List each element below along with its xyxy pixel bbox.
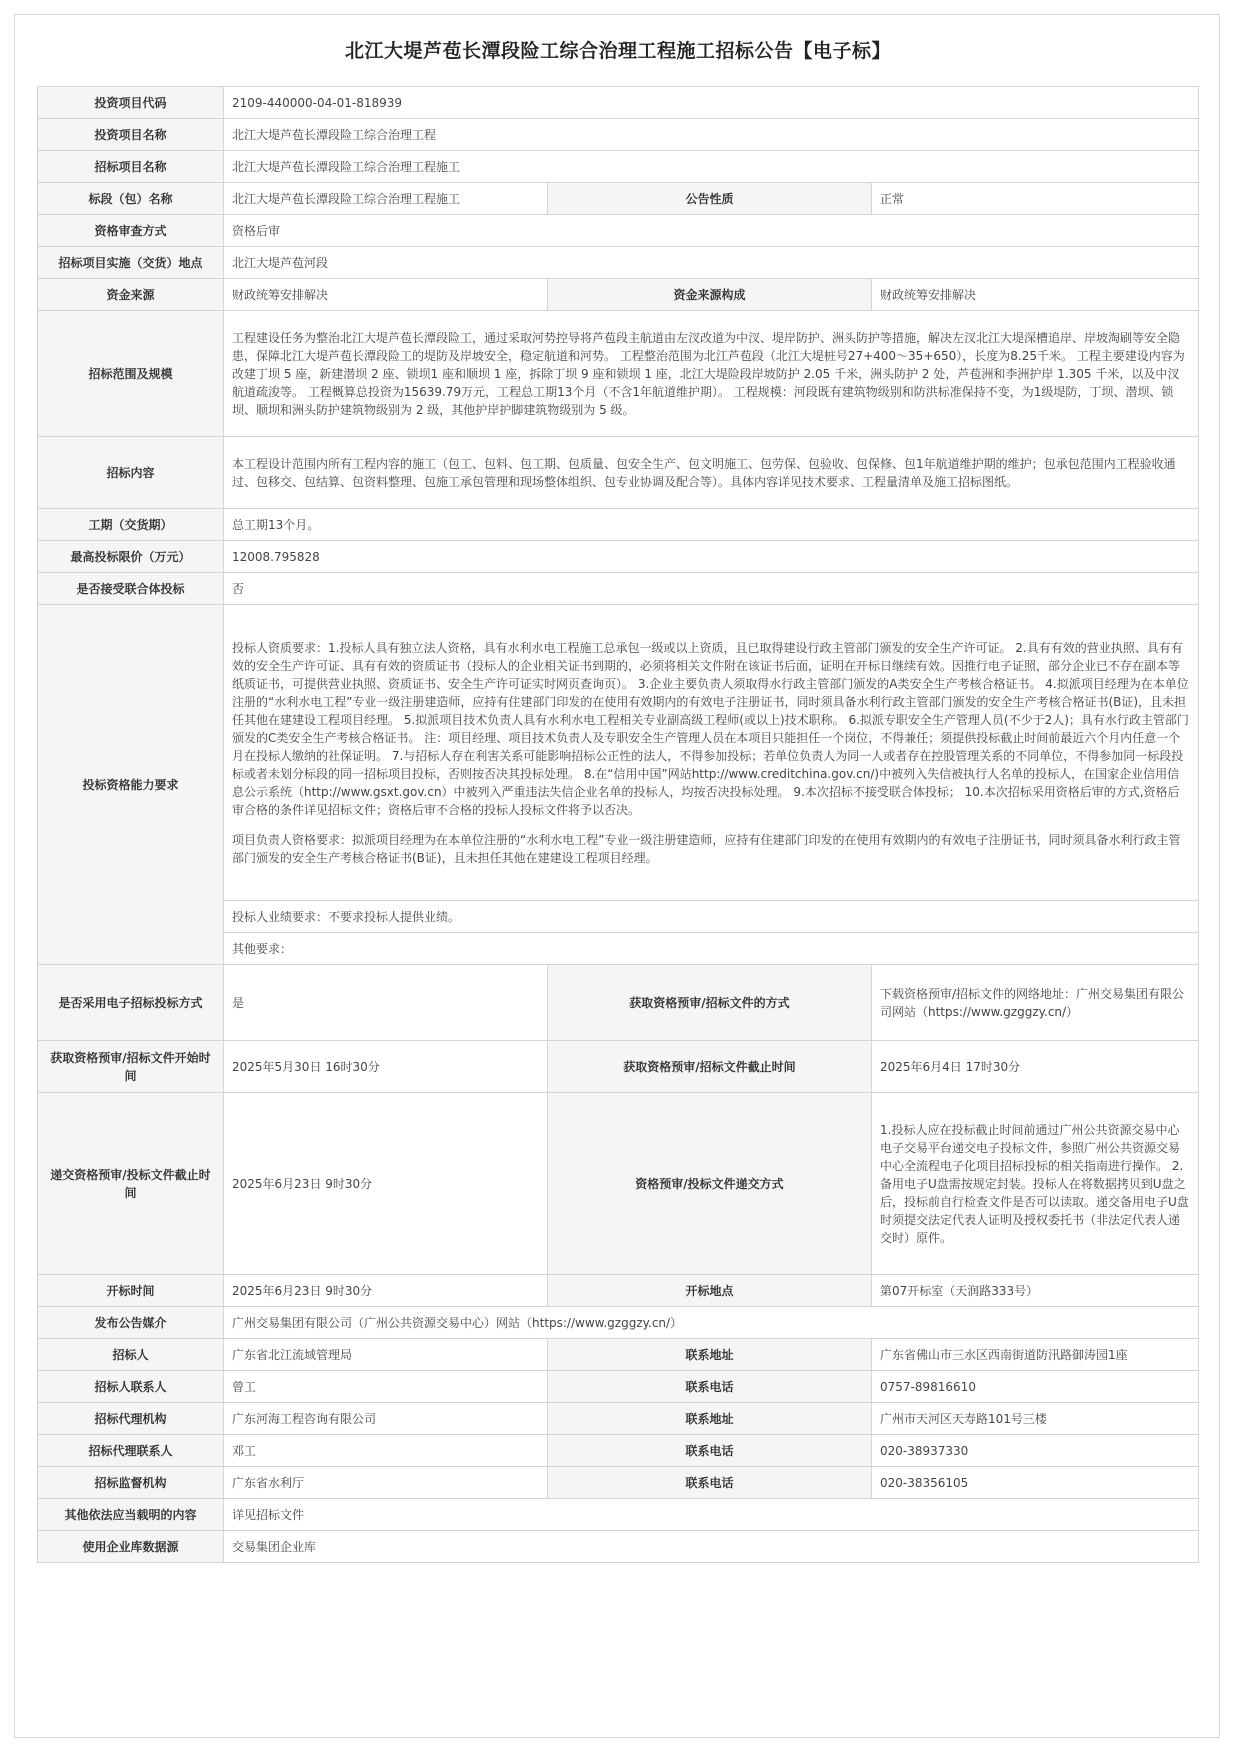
field-label: 投资项目名称 — [38, 119, 224, 151]
field-label: 获取资格预审/招标文件截止时间 — [548, 1041, 872, 1093]
field-value: 2109-440000-04-01-818939 — [224, 87, 1199, 119]
table-row — [38, 279, 1199, 311]
field-value: 工程建设任务为整治北江大堤芦苞长潭段险工，通过采取河势控导将芦苞段主航道由左汊改道为中汊、堤岸防护、洲头防护等措施，解决左汊北江大堤深槽追岸、岸坡淘刷等安全隐患，保障北江大堤芦苞长潭段险工的堤防及岸坡安全，稳定航道和河势。 工程整治范围为北江芦苞段（北江大堤桩号27+400～35+650），长度为8.25千米。 工程主要建设内容为改建丁坝 5 座，新建潜坝 2 座、锁坝1 座和顺坝 1 座，拆除丁坝 9 座和锁坝 1 座，北江大堤险段岸坡防护 2.05 千米，洲头防护 2 处，芦苞洲和李洲护岸 1.305 千米，以及中汊航道疏浚等。 工程概算总投资为15639.79万元，工程总工期13个月（不含1年航道维护期）。 工程规模：河段既有建筑物级别和防洪标准保持不变，为1级堤防，丁坝、潜坝、锁坝、顺坝和洲头防护建筑物级别为 2 级，其他护岸护脚建筑物级别为 5 级。 — [224, 311, 1199, 437]
table-row — [38, 541, 1199, 573]
field-label: 是否采用电子招标投标方式 — [38, 965, 224, 1041]
field-label: 标段（包）名称 — [38, 183, 224, 215]
field-label: 资金来源 — [38, 279, 224, 311]
table-row — [38, 1499, 1199, 1531]
field-label: 招标监督机构 — [38, 1467, 224, 1499]
field-label: 联系地址 — [548, 1403, 872, 1435]
field-label: 获取资格预审/招标文件开始时间 — [38, 1041, 224, 1093]
field-value: 2025年6月4日 17时30分 — [872, 1041, 1199, 1093]
field-label: 投标资格能力要求 — [38, 605, 224, 965]
table-row — [38, 509, 1199, 541]
field-label: 招标代理机构 — [38, 1403, 224, 1435]
field-value: 资格后审 — [224, 215, 1199, 247]
field-label: 招标项目实施（交货）地点 — [38, 247, 224, 279]
field-label: 招标人 — [38, 1339, 224, 1371]
table-row — [38, 1467, 1199, 1499]
field-value: 财政统筹安排解决 — [224, 279, 548, 311]
field-value: 广东省水利厅 — [224, 1467, 548, 1499]
field-label: 工期（交货期） — [38, 509, 224, 541]
table-row — [38, 965, 1199, 1041]
field-value: 否 — [224, 573, 1199, 605]
field-label: 联系电话 — [548, 1435, 872, 1467]
field-value: 广州市天河区天寿路101号三楼 — [872, 1403, 1199, 1435]
table-row — [38, 1435, 1199, 1467]
table-row — [38, 183, 1199, 215]
other-requirements: 其他要求： — [224, 933, 1199, 965]
field-value: 12008.795828 — [224, 541, 1199, 573]
field-label: 获取资格预审/招标文件的方式 — [548, 965, 872, 1041]
field-value: 2025年6月23日 9时30分 — [224, 1093, 548, 1275]
field-value: 下载资格预审/招标文件的网络地址：广州交易集团有限公司网站（https://www.gzggzy.cn/） — [872, 965, 1199, 1041]
field-value: 广东省北江流域管理局 — [224, 1339, 548, 1371]
table-row — [38, 573, 1199, 605]
field-label: 招标内容 — [38, 437, 224, 509]
field-value: 020-38356105 — [872, 1467, 1199, 1499]
field-label: 其他依法应当载明的内容 — [38, 1499, 224, 1531]
table-row — [38, 1371, 1199, 1403]
field-label: 最高投标限价（万元） — [38, 541, 224, 573]
field-value: 本工程设计范围内所有工程内容的施工（包工、包料、包工期、包质量、包安全生产、包文明施工、包劳保、包验收、包保修、包1年航道维护期的维护；包承包范围内工程验收通过、包移交、包结算、包资料整理、包施工承包管理和现场整体组织、包专业协调及配合等）。具体内容详见技术要求、工程量清单及施工招标图纸。 — [224, 437, 1199, 509]
project-manager-requirements: 项目负责人资格要求：拟派项目经理为在本单位注册的“水利水电工程”专业一级注册建造师，应持有住建部门印发的在使用有效期内的有效电子注册证书，同时须具备水利行政主管部门颁发的安全生产考核合格证书(B证)，且未担任其他在建建设工程项目经理。 — [232, 832, 1181, 865]
table-row — [38, 87, 1199, 119]
field-value: 广州交易集团有限公司（广州公共资源交易中心）网站（https://www.gzggzy.cn/） — [224, 1307, 1199, 1339]
table-row — [38, 1307, 1199, 1339]
field-label: 招标项目名称 — [38, 151, 224, 183]
field-label: 发布公告媒介 — [38, 1307, 224, 1339]
field-value: 北江大堤芦苞长潭段险工综合治理工程 — [224, 119, 1199, 151]
field-value: 财政统筹安排解决 — [872, 279, 1199, 311]
field-value: 交易集团企业库 — [224, 1531, 1199, 1563]
field-value: 1.投标人应在投标截止时间前通过广州公共资源交易中心电子交易平台递交电子投标文件，参照广州公共资源交易中心全流程电子化项目招标投标的相关指南进行操作。 2.备用电子U盘需按规定封装。投标人在将数据拷贝到U盘之后，投标前自行检查文件是否可以读取。递交备用电子U盘时须提交法定代表人证明及授权委托书（非法定代表人递交时）原件。 — [872, 1093, 1199, 1275]
field-value — [224, 605, 1199, 901]
field-value: 是 — [224, 965, 548, 1041]
field-label: 招标代理联系人 — [38, 1435, 224, 1467]
field-value: 邓工 — [224, 1435, 548, 1467]
table-row — [38, 119, 1199, 151]
field-label: 联系地址 — [548, 1339, 872, 1371]
announcement-table — [37, 86, 1199, 1563]
field-label: 投资项目代码 — [38, 87, 224, 119]
field-value: 北江大堤芦苞长潭段险工综合治理工程施工 — [224, 151, 1199, 183]
field-label: 资格审查方式 — [38, 215, 224, 247]
table-row — [38, 1275, 1199, 1307]
field-label: 开标时间 — [38, 1275, 224, 1307]
field-value: 总工期13个月。 — [224, 509, 1199, 541]
qualification-requirements: 投标人资质要求：1.投标人具有独立法人资格，具有水利水电工程施工总承包一级或以上资质，且已取得建设行政主管部门颁发的安全生产许可证。 2.具有有效的营业执照、具有有效的安全生产许可证、具有有效的资质证书（投标人的企业相关证书到期的，必须将相关文件附在该证书后面，证明在开标日继续有效。因推行电子证照，部分企业已不存在副本等纸质证书，可提供营业执照、资质证书、安全生产许可证实时网页查询页）。 3.企业主要负责人须取得水行政主管部门颁发的A类安全生产考核合格证书。 4.拟派项目经理为在本单位注册的“水利水电工程”专业一级注册建造师，应持有住建部门印发的在使用有效期内的有效电子注册证书，同时须具备水利行政主管部门颁发的安全生产考核合格证书(B证)，且未担任其他在建建设工程项目经理。 5.拟派项目技术负责人具有水利水电工程相关专业副高级工程师(或以上)技术职称。 6.拟派专职安全生产管理人员(不少于2人)；具有水行政主管部门颁发的C类安全生产考核合格证书。 注：项目经理、项目技术负责人及专职安全生产管理人员在本项目只能担任一个岗位，不得兼任；须提供投标截止时间前最近六个月内任意一个月在投标人缴纳的社保证明。 7.与招标人存在利害关系可能影响招标公正性的法人，不得参加投标；若单位负责人为同一人或者存在控股管理关系的不同单位，不得参加同一标段投标或者未划分标段的同一招标项目投标，否则按否决其投标处理。 8.在“信用中国”网站http://www.creditchina.gov.cn/)中被列入失信被执行人名单的投标人，在国家企业信用信息公示系统（http://www.gsxt.gov.cn）中被列入严重违法失信企业名单的投标人，均按否决投标处理。 9.本次招标不接受联合体投标； 10.本次招标采用资格后审的方式,资格后审合格的条件详见招标文件；资格后审不合格的投标人投标文件将予以否决。 — [232, 640, 1189, 817]
field-label: 使用企业库数据源 — [38, 1531, 224, 1563]
field-label: 是否接受联合体投标 — [38, 573, 224, 605]
table-row — [38, 1093, 1199, 1275]
field-label: 资金来源构成 — [548, 279, 872, 311]
field-value: 第07开标室（天润路333号） — [872, 1275, 1199, 1307]
field-value: 北江大堤芦苞长潭段险工综合治理工程施工 — [224, 183, 548, 215]
field-label: 递交资格预审/投标文件截止时间 — [38, 1093, 224, 1275]
field-value: 曾工 — [224, 1371, 548, 1403]
table-row — [38, 1339, 1199, 1371]
field-value: 2025年6月23日 9时30分 — [224, 1275, 548, 1307]
field-label: 联系电话 — [548, 1467, 872, 1499]
performance-requirements: 投标人业绩要求：不要求投标人提供业绩。 — [224, 901, 1199, 933]
field-label: 开标地点 — [548, 1275, 872, 1307]
table-row — [38, 1041, 1199, 1093]
field-label: 资格预审/投标文件递交方式 — [548, 1093, 872, 1275]
table-row — [38, 215, 1199, 247]
field-label: 公告性质 — [548, 183, 872, 215]
field-value: 正常 — [872, 183, 1199, 215]
field-value: 详见招标文件 — [224, 1499, 1199, 1531]
field-value: 广东省佛山市三水区西南街道防汛路御涛园1座 — [872, 1339, 1199, 1371]
table-row — [38, 311, 1199, 437]
field-value: 020-38937330 — [872, 1435, 1199, 1467]
table-row — [38, 247, 1199, 279]
field-label: 联系电话 — [548, 1371, 872, 1403]
field-label: 招标范围及规模 — [38, 311, 224, 437]
field-value: 北江大堤芦苞河段 — [224, 247, 1199, 279]
field-value: 0757-89816610 — [872, 1371, 1199, 1403]
page-title: 北江大堤芦苞长潭段险工综合治理工程施工招标公告【电子标】 — [344, 40, 891, 62]
table-row — [38, 1531, 1199, 1563]
field-value: 2025年5月30日 16时30分 — [224, 1041, 548, 1093]
field-value: 广东河海工程咨询有限公司 — [224, 1403, 548, 1435]
field-label: 招标人联系人 — [38, 1371, 224, 1403]
table-row — [38, 437, 1199, 509]
table-row — [38, 151, 1199, 183]
table-row — [38, 605, 1199, 901]
table-row — [38, 1403, 1199, 1435]
